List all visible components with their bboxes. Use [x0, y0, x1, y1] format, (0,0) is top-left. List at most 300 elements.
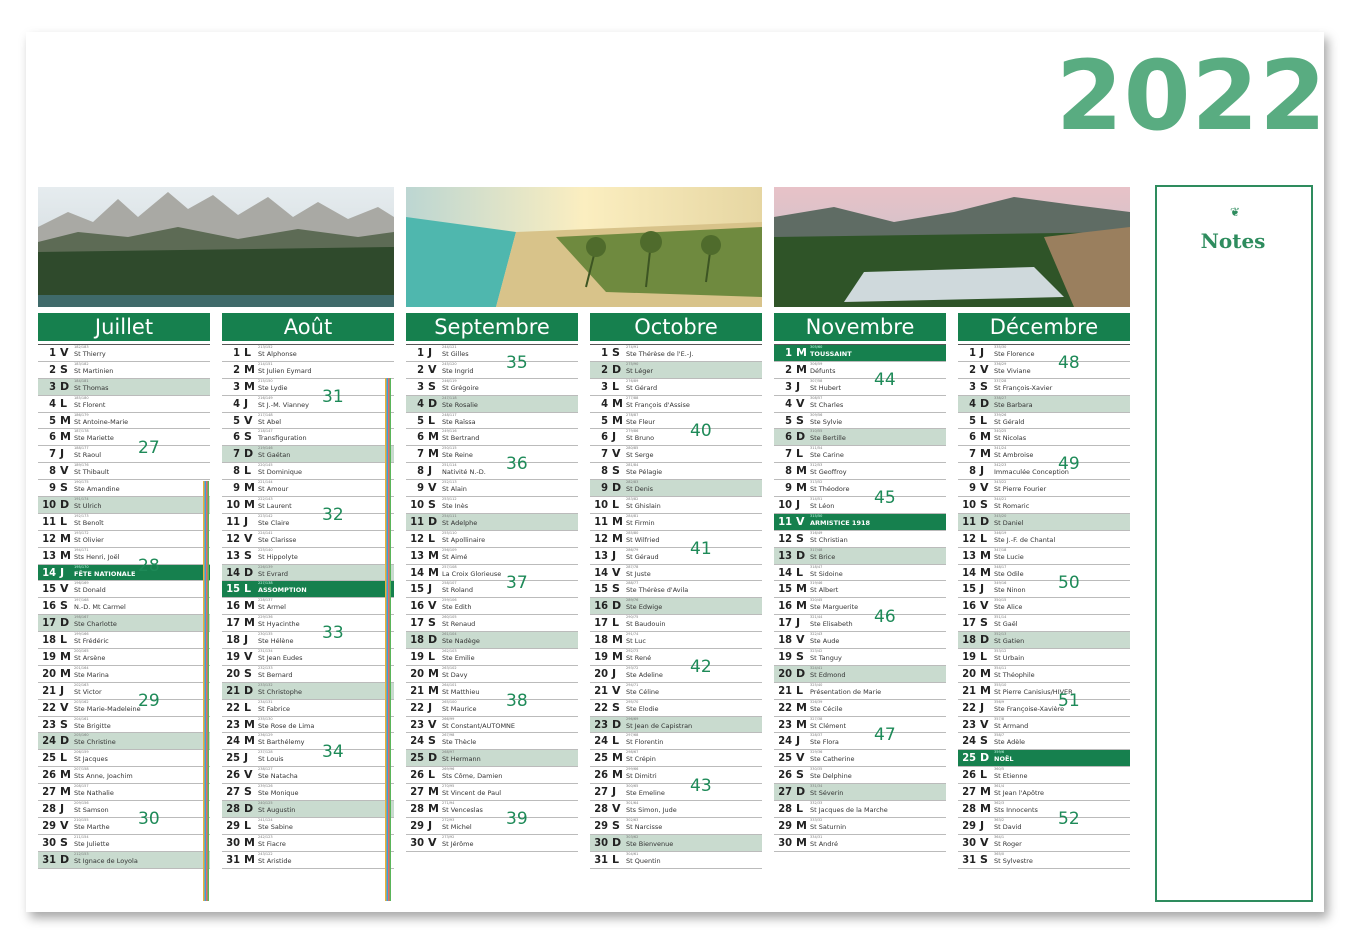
- day-of-year: 276/89: [626, 378, 639, 383]
- week-number: 35: [506, 353, 528, 373]
- month-header: Octobre: [590, 313, 762, 341]
- day-row: [222, 852, 394, 869]
- day-number: 16: [962, 599, 976, 613]
- saint-name: St Narcisse: [626, 822, 663, 831]
- day-of-year: 338/27: [994, 395, 1007, 400]
- weekday-letter: L: [60, 633, 68, 647]
- saint-name: St Edmond: [810, 670, 846, 679]
- day-row: [958, 666, 1130, 683]
- weekday-letter: S: [428, 734, 436, 748]
- day-row: [222, 767, 394, 784]
- day-row: [222, 345, 394, 362]
- weekday-letter: M: [980, 683, 991, 697]
- weekday-letter: D: [244, 565, 254, 579]
- day-row: [406, 717, 578, 734]
- day-number: 22: [594, 700, 608, 714]
- saint-name: St J.-M. Vianney: [258, 400, 309, 409]
- day-of-year: 290/75: [626, 615, 639, 620]
- saint-name: St François d'Assise: [626, 400, 690, 409]
- day-of-year: 311/54: [810, 446, 823, 451]
- day-row: [590, 767, 762, 784]
- saint-name: TOUSSAINT: [810, 350, 852, 358]
- day-number: 25: [594, 751, 608, 765]
- saint-name: St Brice: [810, 552, 836, 561]
- week-number: 44: [874, 369, 896, 390]
- day-row: [406, 565, 578, 582]
- saint-name: St Ghislain: [626, 502, 661, 511]
- saint-name: St Samson: [74, 806, 109, 815]
- day-number: 26: [594, 768, 608, 782]
- day-row: [774, 446, 946, 463]
- day-of-year: 239/126: [258, 784, 273, 789]
- saint-name: St Armand: [994, 721, 1029, 730]
- day-of-year: 299/66: [626, 767, 639, 772]
- saint-name: Ste Hélène: [258, 637, 294, 646]
- day-of-year: 341/24: [994, 446, 1007, 451]
- day-number: 18: [410, 633, 424, 647]
- weekday-letter: D: [244, 802, 254, 816]
- saint-name: St Théodore: [810, 485, 850, 494]
- day-of-year: 251/114: [442, 463, 457, 468]
- day-number: 28: [778, 802, 792, 816]
- weekday-letter: M: [244, 734, 255, 748]
- day-row: [38, 413, 210, 430]
- day-of-year: 314/51: [810, 497, 823, 502]
- saint-name: St Davy: [442, 670, 468, 679]
- day-of-year: 305/60: [810, 345, 823, 349]
- weekday-letter: J: [612, 430, 617, 444]
- day-number: 14: [778, 565, 792, 579]
- day-number: 12: [226, 531, 240, 545]
- saint-name: Ste Barbara: [994, 400, 1033, 409]
- day-of-year: 325/40: [810, 682, 823, 687]
- weekday-letter: M: [60, 548, 71, 562]
- saint-name: St Dimitri: [626, 772, 657, 781]
- day-number: 12: [778, 531, 792, 545]
- weekday-letter: D: [980, 514, 990, 528]
- day-number: 8: [233, 464, 240, 478]
- saint-name: Nativité N.-D.: [442, 468, 486, 477]
- weekday-letter: L: [980, 531, 988, 545]
- day-row: [406, 463, 578, 480]
- day-row: [774, 345, 946, 362]
- weekday-letter: V: [980, 835, 989, 849]
- day-number: 27: [410, 785, 424, 799]
- day-of-year: 313/52: [810, 480, 823, 485]
- week-number: 33: [322, 623, 344, 644]
- day-number: 30: [226, 835, 240, 849]
- saint-name: St Gilles: [442, 350, 469, 358]
- saint-name: St Pierre Canisius/HIVER: [994, 687, 1073, 696]
- day-of-year: 192/173: [74, 513, 89, 518]
- saint-name: St Etienne: [994, 772, 1028, 781]
- day-row: [590, 446, 762, 463]
- saint-name: St Geoffroy: [810, 468, 847, 477]
- saint-name: Ste Lydie: [258, 383, 288, 392]
- day-number: 1: [969, 346, 976, 359]
- saint-name: St Gatien: [994, 637, 1025, 646]
- weekday-letter: D: [980, 633, 990, 647]
- saint-name: St Christian: [810, 535, 848, 544]
- day-of-year: 326/39: [810, 699, 823, 704]
- day-of-year: 222/143: [258, 497, 273, 502]
- day-row: [958, 700, 1130, 717]
- saint-name: St Aristide: [258, 856, 292, 865]
- weekday-letter: M: [612, 396, 623, 410]
- saint-name: Ste Marina: [74, 670, 109, 679]
- day-row: [38, 683, 210, 700]
- day-of-year: 195/170: [74, 564, 89, 569]
- day-of-year: 291/74: [626, 632, 639, 637]
- day-of-year: 360/5: [994, 767, 1005, 772]
- day-of-year: 249/116: [442, 429, 457, 434]
- day-row: [774, 413, 946, 430]
- weekday-letter: J: [428, 346, 433, 359]
- day-row: [406, 598, 578, 615]
- day-row: [38, 531, 210, 548]
- ornament-icon: ❦: [1215, 205, 1255, 219]
- saint-name: St Serge: [626, 451, 654, 460]
- day-number: 28: [410, 802, 424, 816]
- day-row: [38, 615, 210, 632]
- day-of-year: 206/159: [74, 750, 89, 755]
- day-of-year: 319/46: [810, 581, 823, 586]
- saint-name: Ste Edith: [442, 603, 472, 612]
- day-list: [406, 344, 578, 852]
- weekday-letter: D: [796, 785, 806, 799]
- day-of-year: 348/17: [994, 564, 1007, 569]
- day-of-year: 337/28: [994, 378, 1007, 383]
- weekday-letter: M: [980, 785, 991, 799]
- day-row: [958, 784, 1130, 801]
- day-of-year: 307/58: [810, 378, 823, 383]
- weekday-letter: L: [980, 413, 988, 427]
- day-of-year: 224/141: [258, 530, 273, 535]
- weekday-letter: M: [60, 430, 71, 444]
- day-row: [406, 429, 578, 446]
- weekday-letter: L: [244, 700, 252, 714]
- month-column-septembre: [406, 313, 578, 852]
- day-number: 23: [226, 717, 240, 731]
- day-list: [774, 344, 946, 852]
- day-number: 31: [594, 852, 608, 866]
- week-number: 40: [690, 420, 712, 441]
- weekday-letter: L: [796, 447, 804, 461]
- day-of-year: 212/153: [74, 851, 89, 856]
- day-row: [222, 615, 394, 632]
- day-row: [958, 683, 1130, 700]
- weekday-letter: L: [428, 531, 436, 545]
- day-number: 3: [233, 379, 240, 393]
- day-number: 25: [962, 751, 976, 765]
- day-of-year: 248/117: [442, 412, 457, 417]
- saint-name: St Dominique: [258, 468, 303, 477]
- day-row: [774, 463, 946, 480]
- day-row: [38, 818, 210, 835]
- saint-name: Ste Pélagie: [626, 468, 663, 477]
- day-number: 11: [962, 514, 976, 528]
- day-number: 25: [410, 751, 424, 765]
- day-of-year: 330/35: [810, 767, 823, 772]
- day-row: [774, 497, 946, 514]
- day-number: 5: [233, 413, 240, 427]
- saint-name: Ste Ninon: [994, 586, 1026, 595]
- saint-name: St Denis: [626, 485, 654, 494]
- saint-name: St Ambroise: [994, 451, 1034, 460]
- day-number: 17: [226, 616, 240, 630]
- day-row: [958, 396, 1130, 413]
- day-number: 6: [601, 430, 608, 444]
- saint-name: St Julien Eymard: [258, 366, 312, 375]
- weekday-letter: M: [428, 430, 439, 444]
- day-row: [590, 581, 762, 598]
- saint-name: Ste Brigitte: [74, 721, 111, 730]
- saint-name: St Jean Eudes: [258, 654, 303, 663]
- day-number: 19: [42, 650, 56, 664]
- day-row: [590, 750, 762, 767]
- day-number: 15: [962, 582, 976, 596]
- saint-name: St Théophile: [994, 670, 1035, 679]
- day-row: [406, 784, 578, 801]
- day-number: 30: [778, 835, 792, 849]
- week-number: 51: [1058, 691, 1080, 711]
- day-of-year: 269/96: [442, 767, 455, 772]
- day-of-year: 202/163: [74, 682, 89, 687]
- saint-name: St Benoît: [74, 518, 104, 527]
- day-of-year: 285/80: [626, 530, 639, 535]
- saint-name: Ste Christine: [74, 738, 116, 747]
- day-of-year: 214/151: [258, 361, 273, 366]
- day-of-year: 221/144: [258, 480, 273, 485]
- saint-name: St Ignace de Loyola: [74, 856, 138, 865]
- month-column-decembre: [958, 313, 1130, 869]
- weekday-letter: M: [980, 565, 991, 579]
- saint-name: St Fiacre: [258, 839, 286, 848]
- day-of-year: 235/130: [258, 716, 273, 721]
- day-row: [958, 632, 1130, 649]
- day-number: 17: [594, 616, 608, 630]
- day-number: 20: [962, 666, 976, 680]
- day-of-year: 190/175: [74, 480, 89, 485]
- day-of-year: 236/129: [258, 733, 273, 738]
- day-of-year: 260/105: [442, 615, 457, 620]
- day-number: 16: [410, 599, 424, 613]
- weekday-letter: M: [796, 362, 807, 376]
- day-row: [222, 666, 394, 683]
- weekday-letter: M: [980, 666, 991, 680]
- saint-name: Ste Thérèse de l'E.-J.: [626, 350, 694, 358]
- day-row: [222, 362, 394, 379]
- day-number: 26: [410, 768, 424, 782]
- day-row: [958, 345, 1130, 362]
- day-of-year: 209/156: [74, 801, 89, 806]
- day-number: 20: [594, 666, 608, 680]
- saint-name: St Augustin: [258, 806, 296, 815]
- day-row: [406, 548, 578, 565]
- day-row: [958, 615, 1130, 632]
- day-of-year: 293/72: [626, 665, 639, 670]
- month-header: Juillet: [38, 313, 210, 341]
- weekday-letter: S: [244, 785, 252, 799]
- day-of-year: 304/61: [626, 851, 639, 856]
- day-row: [590, 733, 762, 750]
- day-of-year: 205/160: [74, 733, 89, 738]
- weekday-letter: D: [60, 379, 70, 393]
- weekday-letter: L: [612, 498, 620, 512]
- day-number: 29: [226, 818, 240, 832]
- day-of-year: 250/115: [442, 446, 457, 451]
- day-of-year: 350/15: [994, 598, 1007, 603]
- day-number: 23: [962, 717, 976, 731]
- weekday-letter: M: [60, 413, 71, 427]
- weekday-letter: L: [244, 818, 252, 832]
- day-row: [958, 362, 1130, 379]
- day-of-year: 294/71: [626, 682, 639, 687]
- day-row: [774, 649, 946, 666]
- day-row: [222, 818, 394, 835]
- day-row: [222, 497, 394, 514]
- day-of-year: 342/23: [994, 463, 1007, 468]
- weekday-letter: S: [980, 734, 988, 748]
- weekday-letter: S: [796, 768, 804, 782]
- day-number: 10: [594, 498, 608, 512]
- weekday-letter: M: [796, 599, 807, 613]
- saint-name: Ste J.-F. de Chantal: [994, 535, 1056, 544]
- day-number: 9: [233, 481, 240, 495]
- day-of-year: 346/19: [994, 530, 1007, 535]
- day-row: [38, 379, 210, 396]
- weekday-letter: L: [428, 768, 436, 782]
- day-of-year: 334/31: [810, 834, 823, 839]
- saint-name: Transfiguration: [258, 434, 307, 443]
- day-row: [774, 717, 946, 734]
- weekday-letter: V: [796, 514, 805, 528]
- weekday-letter: M: [612, 413, 623, 427]
- saint-name: St Juste: [626, 569, 651, 578]
- day-number: 24: [42, 734, 56, 748]
- day-number: 12: [962, 531, 976, 545]
- week-number: 31: [322, 386, 344, 407]
- weekday-letter: M: [244, 379, 255, 393]
- day-list: [222, 344, 394, 869]
- day-of-year: 292/73: [626, 649, 639, 654]
- day-number: 28: [226, 802, 240, 816]
- day-number: 18: [962, 633, 976, 647]
- saint-name: La Croix Glorieuse: [442, 569, 502, 578]
- day-number: 21: [410, 683, 424, 697]
- weekday-letter: M: [244, 717, 255, 731]
- weekday-letter: M: [796, 481, 807, 495]
- day-of-year: 196/169: [74, 581, 89, 586]
- day-number: 9: [785, 481, 792, 495]
- weekday-letter: S: [612, 464, 620, 478]
- day-of-year: 215/150: [258, 378, 273, 383]
- weekday-letter: D: [612, 599, 622, 613]
- weekday-letter: D: [60, 616, 70, 630]
- saint-name: Ste Adeline: [626, 670, 663, 679]
- weekday-letter: V: [244, 650, 253, 664]
- day-of-year: 322/43: [810, 632, 823, 637]
- day-number: 18: [778, 633, 792, 647]
- saint-name: St Hubert: [810, 383, 842, 392]
- day-row: [958, 852, 1130, 869]
- weekday-letter: L: [612, 379, 620, 393]
- day-number: 1: [785, 346, 792, 359]
- day-number: 21: [778, 683, 792, 697]
- day-number: 15: [594, 582, 608, 596]
- day-of-year: 358/7: [994, 733, 1005, 738]
- day-row: [406, 750, 578, 767]
- saint-name: St Martinien: [74, 366, 114, 375]
- saint-name: St Apollinaire: [442, 535, 486, 544]
- day-number: 6: [785, 430, 792, 444]
- day-of-year: 261/104: [442, 632, 457, 637]
- weekday-letter: D: [428, 751, 438, 765]
- day-number: 22: [962, 700, 976, 714]
- day-row: [774, 700, 946, 717]
- day-row: [222, 683, 394, 700]
- saint-name: Ste Rosalie: [442, 400, 478, 409]
- day-row: [774, 429, 946, 446]
- day-number: 5: [969, 413, 976, 427]
- day-of-year: 275/90: [626, 361, 639, 366]
- week-number: 49: [1058, 454, 1080, 475]
- saint-name: St Matthieu: [442, 687, 480, 696]
- saint-name: Ste Cécile: [810, 704, 843, 713]
- day-of-year: 329/36: [810, 750, 823, 755]
- saint-name: St Donald: [74, 586, 106, 595]
- saint-name: Immaculée Conception: [994, 468, 1069, 477]
- day-row: [590, 514, 762, 531]
- day-row: [774, 480, 946, 497]
- weekday-letter: J: [612, 666, 617, 680]
- week-number: 45: [874, 488, 896, 509]
- day-number: 5: [601, 413, 608, 427]
- day-of-year: 186/179: [74, 412, 89, 417]
- saint-name: Ste Bertille: [810, 434, 846, 443]
- day-of-year: 237/128: [258, 750, 273, 755]
- day-of-year: 363/2: [994, 817, 1005, 822]
- day-row: [774, 396, 946, 413]
- saint-name: St Arsène: [74, 654, 106, 663]
- day-number: 24: [410, 734, 424, 748]
- day-row: [774, 632, 946, 649]
- day-of-year: 296/69: [626, 716, 639, 721]
- weekday-letter: L: [612, 734, 620, 748]
- day-of-year: 331/34: [810, 784, 823, 789]
- weekday-letter: M: [428, 548, 439, 562]
- day-number: 15: [778, 582, 792, 596]
- day-of-year: 185/180: [74, 395, 89, 400]
- day-of-year: 210/155: [74, 817, 89, 822]
- weekday-letter: M: [796, 717, 807, 731]
- day-row: [958, 649, 1130, 666]
- day-number: 23: [778, 717, 792, 731]
- day-of-year: 200/165: [74, 649, 89, 654]
- saint-name: St Armel: [258, 603, 286, 612]
- week-number: 39: [506, 809, 528, 830]
- day-row: [774, 598, 946, 615]
- saint-name: St Bernard: [258, 670, 293, 679]
- weekday-letter: J: [244, 514, 249, 528]
- weekday-letter: S: [60, 599, 68, 613]
- saint-name: St Christophe: [258, 687, 303, 696]
- weekday-letter: V: [980, 717, 989, 731]
- day-of-year: 308/57: [810, 395, 823, 400]
- weekday-letter: V: [428, 835, 437, 849]
- day-row: [38, 852, 210, 869]
- saint-name: Sts Côme, Damien: [442, 772, 503, 781]
